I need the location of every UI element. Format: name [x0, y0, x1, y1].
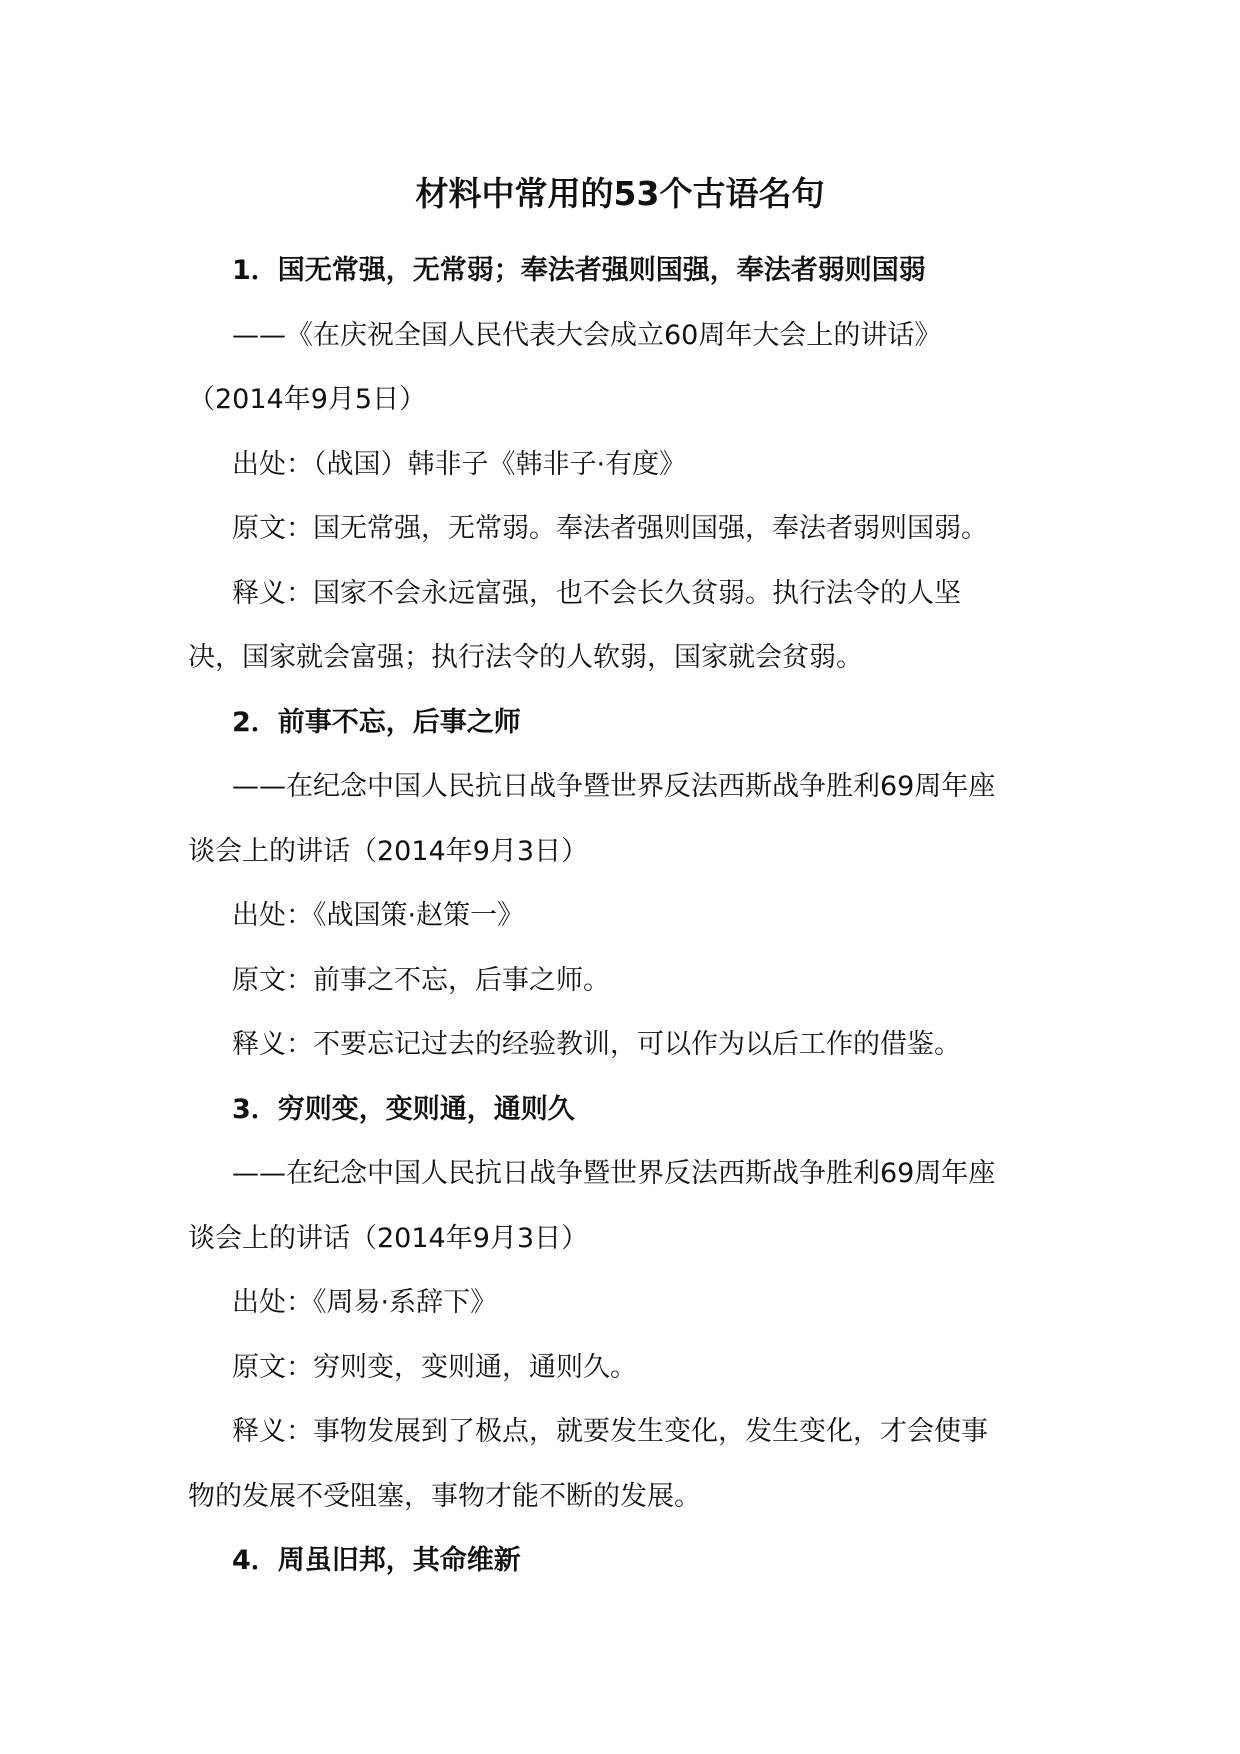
quote-heading-2: 2．前事不忘，后事之师 [232, 706, 521, 738]
quote-original-text: 原文：国无常强，无常弱。奉法者强则国强，奉法者弱则国弱。 [232, 513, 988, 544]
quote-explanation: 释义：事物发展到了极点，就要发生变化，发生变化，才会使事 [232, 1416, 988, 1447]
quote-heading-3: 3．穷则变，变则通，通则久 [232, 1093, 575, 1125]
quote-original-text: 原文：前事之不忘，后事之师。 [232, 964, 610, 996]
quote-source-date: （2014年9月5日） [188, 384, 427, 415]
quote-origin: 出处：《战国策·赵策一》 [232, 900, 525, 931]
quote-source-speech-continued: 谈会上的讲话（2014年9月3日） [188, 835, 589, 867]
document-title: 材料中常用的53个古语名句 [415, 174, 825, 213]
quote-source-speech-continued: 谈会上的讲话（2014年9月3日） [188, 1222, 589, 1254]
quote-original-text: 原文：穷则变，变则通，通则久。 [232, 1351, 637, 1383]
quote-explanation: 释义：国家不会永远富强，也不会长久贫弱。执行法令的人坚 [232, 577, 961, 609]
quote-source-speech: ——《在庆祝全国人民代表大会成立60周年大会上的讲话》 [232, 319, 942, 351]
document-body [188, 239, 1058, 1594]
quote-explanation: 释义：不要忘记过去的经验教训，可以作为以后工作的借鉴。 [232, 1029, 961, 1060]
quote-source-speech: ——在纪念中国人民抗日战争暨世界反法西斯战争胜利69周年座 [232, 1158, 996, 1189]
quote-origin: 出处：（战国）韩非子《韩非子·有度》 [232, 448, 687, 480]
quote-explanation-continued: 物的发展不受阻塞，事物才能不断的发展。 [188, 1480, 701, 1512]
quote-heading-4: 4．周虽旧邦，其命维新 [232, 1545, 521, 1576]
quote-source-speech: ——在纪念中国人民抗日战争暨世界反法西斯战争胜利69周年座 [232, 771, 996, 802]
quote-explanation-continued: 决，国家就会富强；执行法令的人软弱，国家就会贫弱。 [188, 642, 863, 673]
quote-origin: 出处：《周易·系辞下》 [232, 1287, 498, 1318]
quote-heading-1: 1．国无常强，无常弱；奉法者强则国强，奉法者弱则国弱 [232, 255, 926, 286]
